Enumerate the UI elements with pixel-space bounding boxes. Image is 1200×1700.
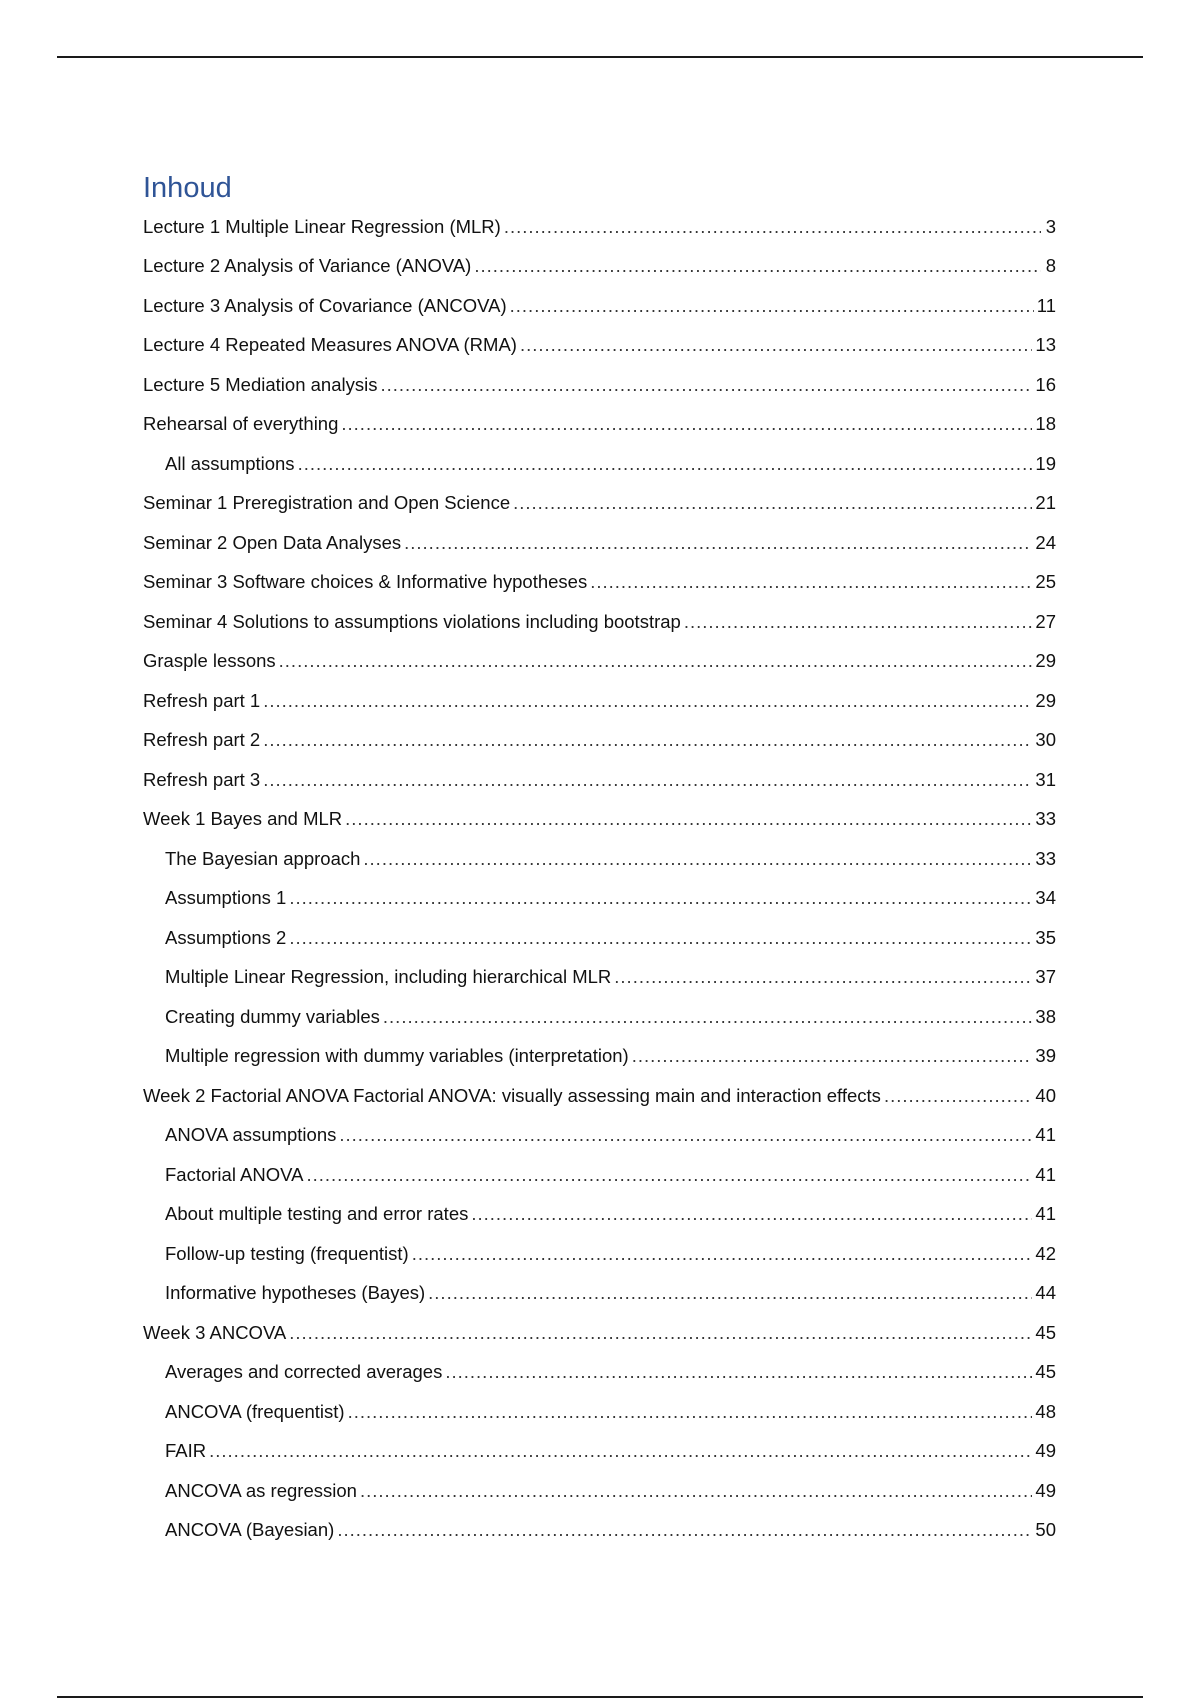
toc-dot-leader <box>363 839 1032 879</box>
toc-dot-leader <box>383 997 1033 1037</box>
toc-entry[interactable] <box>143 1471 1056 1511</box>
toc-entry[interactable] <box>143 1194 1056 1234</box>
toc-entry-label: Seminar 2 Open Data Analyses <box>143 531 402 553</box>
toc-dot-leader <box>632 1036 1033 1076</box>
toc-dot-leader <box>614 957 1032 997</box>
toc-entry[interactable] <box>143 878 1056 918</box>
toc-entry[interactable] <box>143 1313 1056 1353</box>
toc-entry-page-number: 44 <box>1035 1282 1056 1303</box>
toc-entry-label: Grasple lessons <box>143 650 276 671</box>
toc-entry[interactable] <box>143 720 1056 760</box>
toc-entry-page-number: 30 <box>1035 729 1056 750</box>
toc-entry-page-number: 29 <box>1035 650 1056 671</box>
toc-entry-page-number: 21 <box>1035 492 1056 513</box>
toc-entry-page-number: 50 <box>1035 1519 1056 1540</box>
toc-entry[interactable] <box>143 325 1056 365</box>
toc-entry-label: Rehearsal of everything <box>143 413 339 434</box>
toc-entry-page-number: 35 <box>1035 926 1056 948</box>
toc-title: Inhoud <box>143 172 232 204</box>
toc-entry[interactable] <box>143 1155 1056 1195</box>
toc-entry-page-number: 45 <box>1035 1361 1056 1382</box>
toc-dot-leader <box>263 760 1032 800</box>
toc-dot-leader <box>513 483 1032 523</box>
toc-entry-label: Follow-up testing (frequentist) <box>165 1242 409 1264</box>
toc-dot-leader <box>510 286 1034 326</box>
toc-entry-label: Lecture 4 Repeated Measures ANOVA (RMA) <box>143 334 517 355</box>
toc-entry[interactable] <box>143 1273 1056 1313</box>
toc-entry-label: Seminar 1 Preregistration and Open Science <box>143 492 511 513</box>
toc-dot-leader <box>348 1392 1033 1432</box>
toc-entry-page-number: 41 <box>1035 1124 1056 1145</box>
toc-entry-label: Informative hypotheses (Bayes) <box>165 1282 426 1303</box>
toc-entry-page-number: 42 <box>1035 1242 1056 1264</box>
toc-entry-label: Factorial ANOVA <box>165 1163 304 1185</box>
toc-entry-label: Week 3 ANCOVA <box>143 1321 287 1343</box>
toc-dot-leader <box>209 1431 1032 1471</box>
toc-dot-leader <box>263 681 1032 721</box>
toc-entry[interactable] <box>143 246 1056 286</box>
toc-entry[interactable] <box>143 523 1056 563</box>
toc-entry-label: Refresh part 1 <box>143 689 261 711</box>
toc-dot-leader <box>298 444 1033 484</box>
toc-entry[interactable] <box>143 365 1056 405</box>
toc-entry-page-number: 34 <box>1035 887 1056 908</box>
toc-entry-label: Multiple Linear Regression, including hierarchical MLR <box>165 966 612 987</box>
toc-entry-page-number: 40 <box>1035 1084 1056 1106</box>
table-of-contents <box>143 168 1056 1550</box>
toc-dot-leader <box>412 1234 1033 1274</box>
toc-dot-leader <box>445 1352 1032 1392</box>
toc-dot-leader <box>520 325 1032 365</box>
toc-entry-page-number: 18 <box>1035 413 1056 434</box>
toc-entry[interactable] <box>143 1115 1056 1155</box>
toc-entry-page-number: 3 <box>1045 216 1056 237</box>
toc-dot-leader <box>306 1155 1032 1195</box>
toc-entry[interactable] <box>143 1076 1056 1116</box>
toc-entry[interactable] <box>143 681 1056 721</box>
toc-entry-label: Lecture 1 Multiple Linear Regression (MLR) <box>143 216 501 237</box>
toc-entry[interactable] <box>143 997 1056 1037</box>
toc-entry-label: ANCOVA (frequentist) <box>165 1400 345 1422</box>
toc-entry-label: Multiple regression with dummy variables (interpretation) <box>165 1045 629 1066</box>
toc-entry-label: Refresh part 2 <box>143 729 261 750</box>
toc-entry-page-number: 8 <box>1045 255 1056 276</box>
toc-entry[interactable] <box>143 839 1056 879</box>
toc-dot-leader <box>339 1115 1032 1155</box>
toc-entry-label: Averages and corrected averages <box>165 1361 443 1382</box>
toc-entry-label: Creating dummy variables <box>165 1005 380 1027</box>
toc-entry[interactable] <box>143 918 1056 958</box>
toc-entry-page-number: 11 <box>1036 294 1056 316</box>
toc-entry-label: Seminar 3 Software choices & Informative hypotheses <box>143 571 588 592</box>
toc-dot-leader <box>337 1510 1032 1550</box>
toc-entry-page-number: 45 <box>1035 1321 1056 1343</box>
toc-entry-page-number: 16 <box>1035 373 1056 395</box>
toc-entry[interactable] <box>143 1392 1056 1432</box>
toc-entry-page-number: 25 <box>1035 571 1056 592</box>
toc-entry-label: Seminar 4 Solutions to assumptions violations including bootstrap <box>143 610 681 632</box>
toc-entry-page-number: 19 <box>1035 452 1056 474</box>
toc-entry[interactable] <box>143 1234 1056 1274</box>
toc-entry-label: The Bayesian approach <box>165 847 361 869</box>
toc-entry-page-number: 49 <box>1035 1440 1056 1461</box>
toc-entry-label: Assumptions 2 <box>165 926 287 948</box>
toc-dot-leader <box>360 1471 1032 1511</box>
toc-entry[interactable] <box>143 208 1056 246</box>
toc-entry-label: Lecture 2 Analysis of Variance (ANOVA) <box>143 255 472 276</box>
toc-dot-leader <box>279 641 1033 681</box>
toc-entry[interactable] <box>143 444 1056 484</box>
toc-entry-label: FAIR <box>165 1440 207 1461</box>
toc-dot-leader <box>341 404 1032 444</box>
toc-entry-page-number: 13 <box>1035 334 1056 355</box>
toc-entry-page-number: 29 <box>1035 689 1056 711</box>
toc-entry[interactable] <box>143 404 1056 444</box>
toc-entry-label: Assumptions 1 <box>165 887 287 908</box>
toc-entry[interactable] <box>143 1352 1056 1392</box>
toc-dot-leader <box>345 799 1032 839</box>
toc-dot-leader <box>289 918 1032 958</box>
toc-dot-leader <box>471 1194 1032 1234</box>
toc-dot-leader <box>289 878 1032 918</box>
toc-entry[interactable] <box>143 760 1056 800</box>
toc-entry[interactable] <box>143 1431 1056 1471</box>
toc-entry[interactable] <box>143 799 1056 839</box>
toc-entry-label: Week 1 Bayes and MLR <box>143 808 343 829</box>
toc-entry-label: All assumptions <box>165 452 295 474</box>
toc-entry[interactable] <box>143 641 1056 681</box>
toc-entry-label: Lecture 3 Analysis of Covariance (ANCOVA) <box>143 294 507 316</box>
toc-entry-label: ANOVA assumptions <box>165 1124 337 1145</box>
toc-entry-page-number: 27 <box>1035 610 1056 632</box>
toc-dot-leader <box>884 1076 1032 1116</box>
toc-entry-page-number: 41 <box>1035 1203 1056 1224</box>
toc-entry[interactable] <box>143 957 1056 997</box>
toc-dot-leader <box>404 523 1032 563</box>
toc-entry-page-number: 33 <box>1035 808 1056 829</box>
toc-entry-label: Lecture 5 Mediation analysis <box>143 373 378 395</box>
toc-entry-label: About multiple testing and error rates <box>165 1203 469 1224</box>
toc-entry[interactable] <box>143 483 1056 523</box>
toc-entry-page-number: 49 <box>1035 1479 1056 1501</box>
toc-entry-label: Week 2 Factorial ANOVA Factorial ANOVA: visually assessing main and interaction effects <box>143 1084 881 1106</box>
toc-entry-page-number: 37 <box>1035 966 1056 987</box>
toc-entry-page-number: 33 <box>1035 847 1056 869</box>
toc-dot-leader <box>590 562 1032 602</box>
toc-dot-leader <box>289 1313 1032 1353</box>
toc-entry-label: Refresh part 3 <box>143 768 261 790</box>
toc-entry[interactable] <box>143 286 1056 326</box>
toc-entry-page-number: 39 <box>1035 1045 1056 1066</box>
toc-dot-leader <box>263 720 1032 760</box>
toc-entry-label: ANCOVA (Bayesian) <box>165 1519 335 1540</box>
toc-entry-page-number: 31 <box>1035 768 1056 790</box>
toc-entry-page-number: 41 <box>1035 1163 1056 1185</box>
toc-dot-leader <box>380 365 1032 405</box>
toc-entry-label: ANCOVA as regression <box>165 1479 357 1501</box>
toc-dot-leader <box>428 1273 1032 1313</box>
header-rule <box>57 56 1143 58</box>
toc-entry[interactable] <box>143 562 1056 602</box>
toc-entry-page-number: 24 <box>1035 531 1056 553</box>
toc-dot-leader <box>504 208 1041 246</box>
toc-dot-leader <box>474 246 1041 286</box>
toc-entry[interactable] <box>143 1036 1056 1076</box>
toc-entry[interactable] <box>143 1510 1056 1550</box>
toc-dot-leader <box>684 602 1033 642</box>
toc-list <box>143 208 1056 1550</box>
toc-entry[interactable] <box>143 602 1056 642</box>
toc-entry-page-number: 48 <box>1035 1400 1056 1422</box>
footer-rule <box>57 1696 1143 1698</box>
toc-entry-page-number: 38 <box>1035 1005 1056 1027</box>
